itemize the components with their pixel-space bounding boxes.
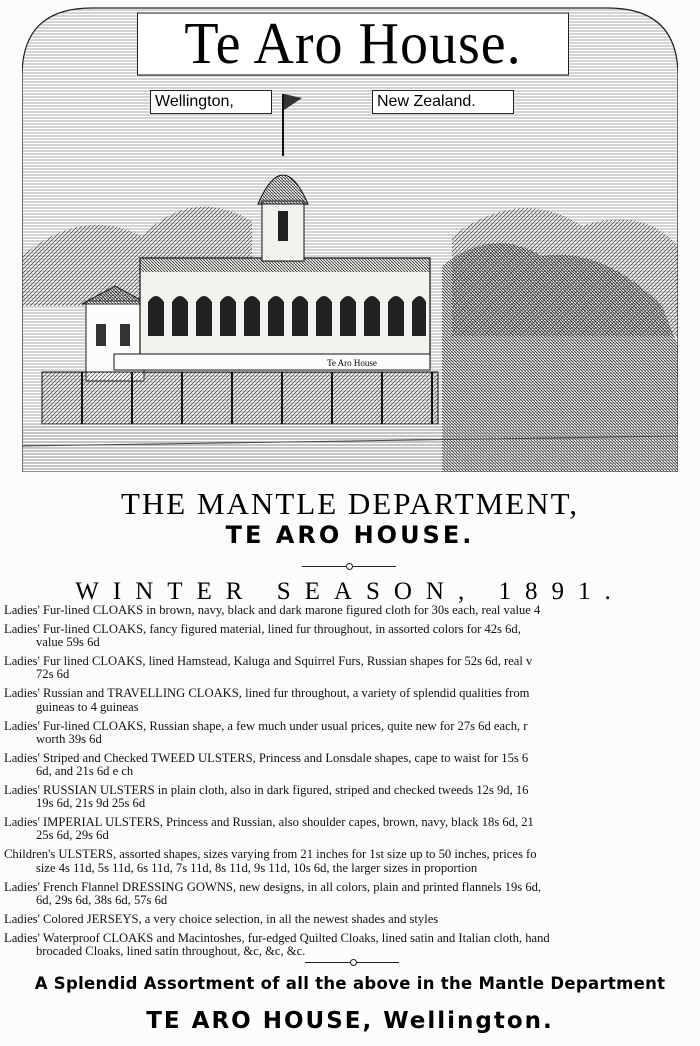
list-item-continuation: value 59s 6d: [36, 636, 100, 650]
list-item-line: Ladies' Fur-lined CLOAKS, fancy figured material, lined fur throughout, in assorted colors for 42s 6d,: [4, 623, 521, 637]
list-item-continuation: 6d, and 21s 6d e ch: [36, 764, 134, 778]
list-item-line: Ladies' Fur-lined CLOAKS in brown, navy, black and dark marone figured cloth for 30s each, real value 4: [4, 604, 541, 617]
list-item-line: Ladies' Fur lined CLOAKS, lined Hamstead, Kaluga and Squirrel Furs, Russian shapes for 52s 6d, real v: [4, 655, 533, 669]
department-heading: THE MANTLE DEPARTMENT,: [120, 486, 580, 521]
item-list: [4, 604, 696, 964]
street-level: [42, 372, 438, 424]
shop-sign-band: [114, 354, 430, 370]
street-ground: [22, 424, 678, 472]
list-item: [4, 687, 696, 713]
location-city: Wellington,: [150, 90, 272, 114]
list-item-continuation: worth 39s 6d: [36, 732, 102, 746]
divider-ornament-bottom: [350, 959, 357, 966]
list-item: [4, 913, 696, 926]
list-item: [4, 623, 696, 649]
divider-ornament: [346, 563, 353, 570]
list-item-continuation: brocaded Cloaks, lined satin throughout, &c, &c, &c.: [36, 944, 306, 958]
location-country: New Zealand.: [372, 90, 514, 114]
list-item-line: Ladies' RUSSIAN ULSTERS in plain cloth, also in dark figured, striped and checked tweeds 12s 9d, 16: [4, 784, 529, 798]
list-item: [4, 752, 696, 778]
list-item-continuation: 19s 6d, 21s 9d 25s 6d: [36, 797, 146, 811]
footer-house-name: TE ARO HOUSE, Wellington.: [146, 1008, 554, 1034]
list-item-line: Children's ULSTERS, assorted shapes, sizes varying from 21 inches for 1st size up to 50 inches, prices fo: [4, 848, 537, 862]
storefront-sign: Te Aro House: [327, 358, 377, 368]
list-item-continuation: size 4s 11d, 5s 11d, 6s 11d, 7s 11d, 8s 11d, 9s 11d, 10s 6d, the larger sizes in proportion: [36, 861, 478, 875]
list-item-line: Ladies' Colored JERSEYS, a very choice selection, in all the newest shades and styles: [4, 912, 439, 926]
list-item-line: Ladies' Russian and TRAVELLING CLOAKS, lined fur throughout, a variety of splendid qualities from: [4, 687, 530, 701]
list-item-line: Ladies' Waterproof CLOAKS and Macintoshes, fur-edged Quilted Cloaks, lined satin and Italian cloth, hand: [4, 931, 550, 945]
list-item: [4, 784, 696, 810]
list-item-continuation: 72s 6d: [36, 668, 70, 682]
masthead-title: Te Aro House.: [137, 13, 569, 76]
list-item-line: Ladies' Striped and Checked TWEED ULSTERS, Princess and Lonsdale shapes, cape to waist for 15s 6: [4, 751, 529, 765]
list-item: [4, 816, 696, 842]
list-item: [4, 932, 696, 958]
list-item-line: Ladies' French Flannel DRESSING GOWNS, new designs, in all colors, plain and printed flannels 19s 6d,: [4, 880, 542, 894]
season-heading: WINTER SEASON, 1891.: [75, 578, 625, 605]
list-item-continuation: 25s 6d, 29s 6d: [36, 829, 109, 843]
list-item-line: Ladies' Fur-lined CLOAKS, Russian shape, a few much under usual prices, quite new for 27s 6d each, r: [4, 719, 528, 733]
list-item: [4, 720, 696, 746]
department-subheading: TE ARO HOUSE.: [225, 521, 475, 549]
list-item-continuation: guineas to 4 guineas: [36, 700, 139, 714]
assortment-line: A Splendid Assortment of all the above in the Mantle Department: [34, 974, 666, 993]
list-item-line: Ladies' IMPERIAL ULSTERS, Princess and Russian, also shoulder capes, brown, navy, black 18s 6d, 21: [4, 816, 534, 830]
list-item: [4, 655, 696, 681]
list-item: [4, 848, 696, 874]
list-item-continuation: 6d, 29s 6d, 38s 6d, 57s 6d: [36, 893, 168, 907]
list-item: [4, 604, 696, 617]
list-item: [4, 881, 696, 907]
